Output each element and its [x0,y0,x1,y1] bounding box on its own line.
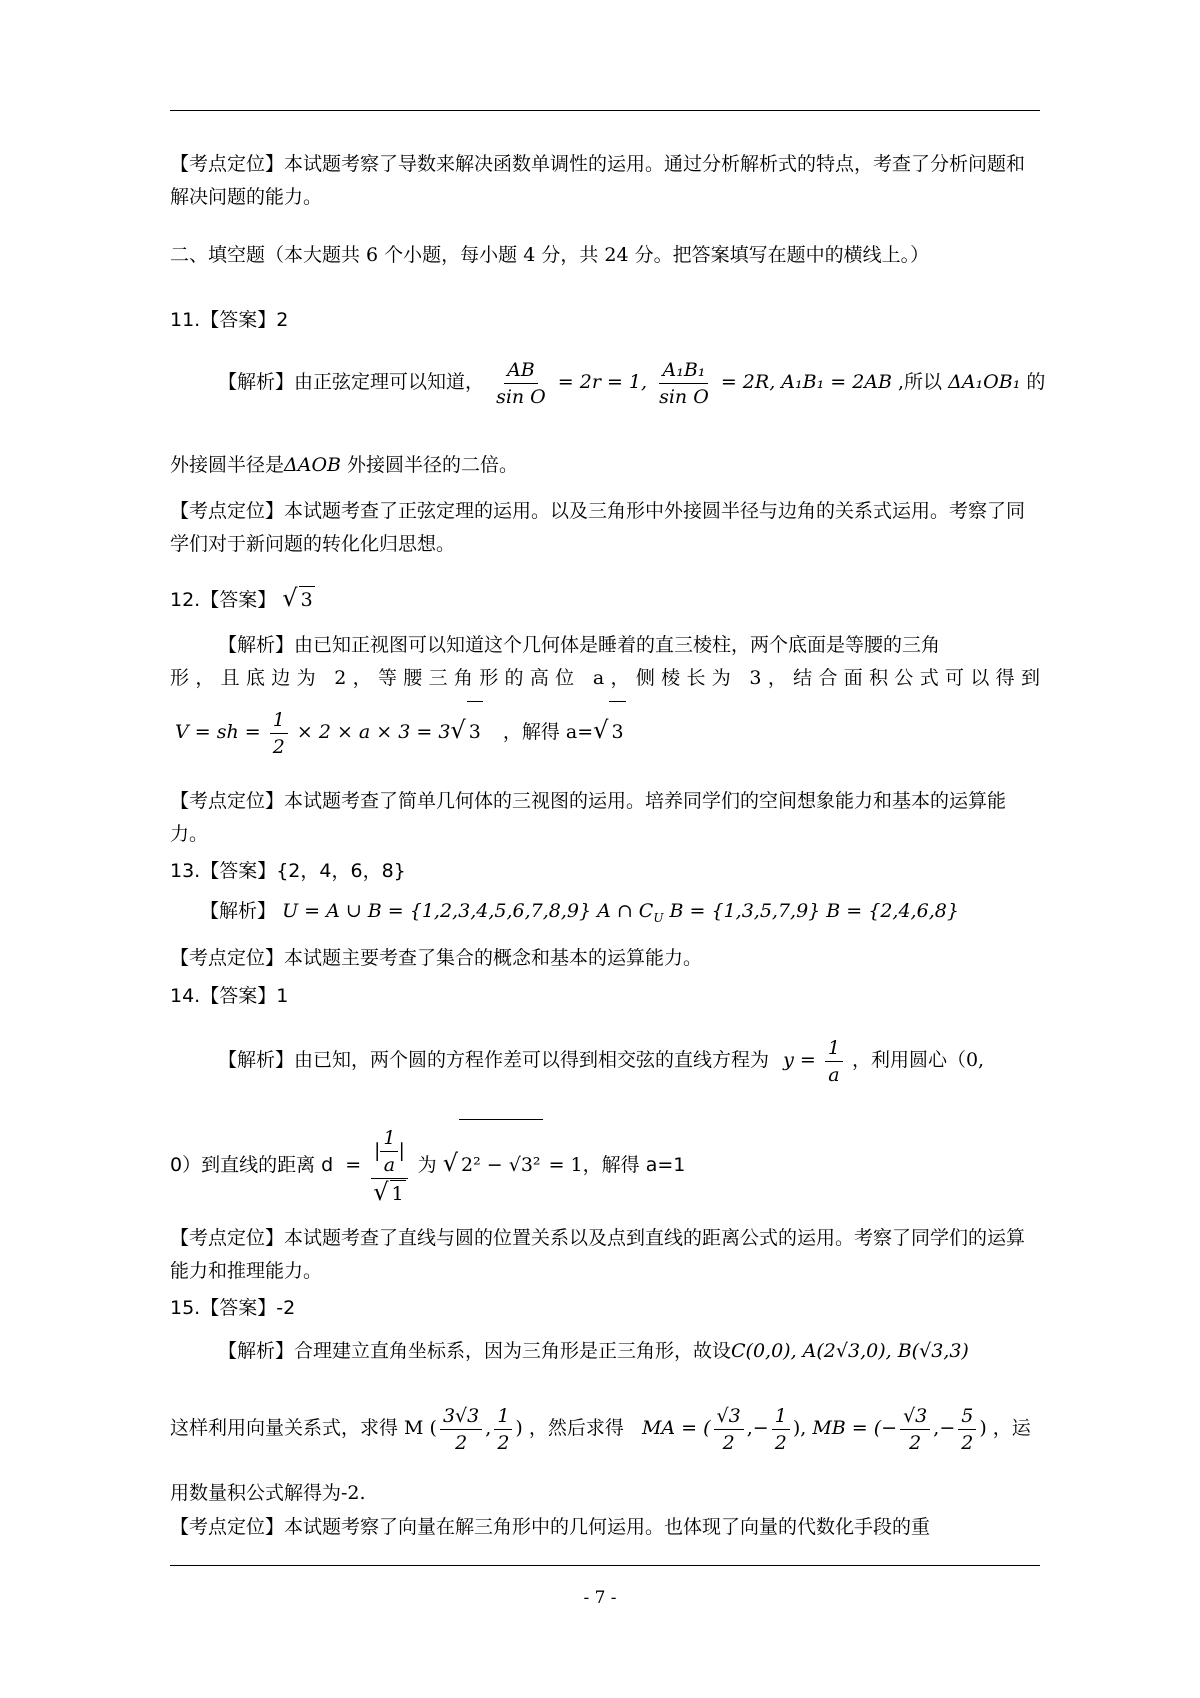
jiexi-14-line1: 【解析】由已知，两个圆的方程作差可以得到相交弦的直线方程为 y = $\frac{1}{a}$ ，利用圆心（0, [218,1036,985,1086]
jiexi-11-line1 [218,352,1045,412]
suoyi-text: ,所以 [898,371,943,393]
header-rule [170,110,1040,111]
answer-label-12: 12.【答案】 √ 3 [170,584,313,612]
jiexi-13: 【解析】 U = A ∪ B = {1,2,3,4,5,6,7,8,9} A ∩ $C_U$ B = {1,3,5,7,9} B = {2,4,6,8} [200,900,959,925]
jiexi-15-line1: 【解析】合理建立直角坐标系，因为三角形是正三角形，故设C(0,0), A(2√3,0), B(√3,3) [218,1340,969,1362]
kaodian-paragraph: 【考点定位】本试题考察了导数来解决函数单调性的运用。通过分析解析式的特点，考查了分析问题和解决问题的能力。 [170,153,1026,208]
footer-rule [170,1565,1040,1566]
kaodian-11: 【考点定位】本试题考查了正弦定理的运用。以及三角形中外接圆半径与边角的关系式运用。考察了同学们对于新问题的转化化归思想。 [170,500,1026,555]
jiexi-14-line2: 0）到直线的距离 d = | $\frac{1}{a}$ | √ 1 为 √ 2² − √3² = 1，解得 a=1 [170,1118,685,1210]
jiexi-12-line2: 形，且底边为 2，等腰三角形的高位 a，侧棱长为 3，结合面积公式可以得到 [170,667,1040,689]
formula-12: V = sh = $\frac{1}{2}$ × 2 × a × 3 = 3√ 3 ，解得 a=√ 3 [175,700,626,762]
jiexi-11-text: 【解析】由正弦定理可以知道， [218,371,485,393]
eq-part-1: = 2r = 1, [557,371,648,393]
triangle-aob: ΔAOB [284,454,341,476]
kaodian-12: 【考点定位】本试题考查了简单几何体的三视图的运用。培养同学们的空间想象能力和基本的运算能力。 [170,790,1007,845]
de-text: 的 [1026,371,1046,393]
answer-label-13: 13.【答案】{2，4，6，8} [170,860,406,882]
answer-label-14: 14.【答案】1 [170,985,289,1007]
kaodian-14: 【考点定位】本试题考查了直线与圆的位置关系以及点到直线的距离公式的运用。考察了同学们的运算能力和推理能力。 [170,1227,1026,1282]
section-title: 二、填空题（本大题共 6 个小题，每小题 4 分，共 24 分。把答案填写在题中的横线上。） [170,244,930,266]
answer-label-11: 11.【答案】2 [170,309,289,331]
page-number: - 7 - [583,1588,617,1608]
fraction-a1b1-sino: $\frac{\text{A₁B₁}}{\text{sin O}}$ [659,358,709,408]
jiexi-11-line2: 外接圆半径是ΔAOB 外接圆半径的二倍。 [170,454,519,476]
distance-fraction: | $\frac{1}{a}$ | √ 1 [370,1125,408,1207]
answer-label-15: 15.【答案】-2 [170,1297,296,1319]
triangle-a1ob1: ΔA₁OB₁ [948,371,1021,393]
eq-part-2: = 2R, A₁B₁ = 2AB [720,371,892,393]
kaodian-15: 【考点定位】本试题考察了向量在解三角形中的几何运用。也体现了向量的代数化手段的重 [170,1516,931,1538]
jiexi-15-line2: 这样利用向量关系式，求得 M ( $\frac{3√3}{2}$ , $\frac{1}{2}$ ) ，然后求得 MA = ( $\frac{√3}{2}$ ,− $\frac{1}{2}$ ), MB = (− $\frac{√3}{2}$ ,− $\frac{5}{2}$ ) ，运 [170,1404,1031,1454]
fraction-ab-sino: $\frac{AB}{\text{sin O}}$ [496,358,546,408]
jiexi-15-line3: 用数量积公式解得为-2. [170,1482,366,1504]
jiexi-12-line1: 【解析】由已知正视图可以知道这个几何体是睡着的直三棱柱，两个底面是等腰的三角 [218,634,941,656]
kaodian-13: 【考点定位】本试题主要考查了集合的概念和基本的运算能力。 [170,947,703,969]
